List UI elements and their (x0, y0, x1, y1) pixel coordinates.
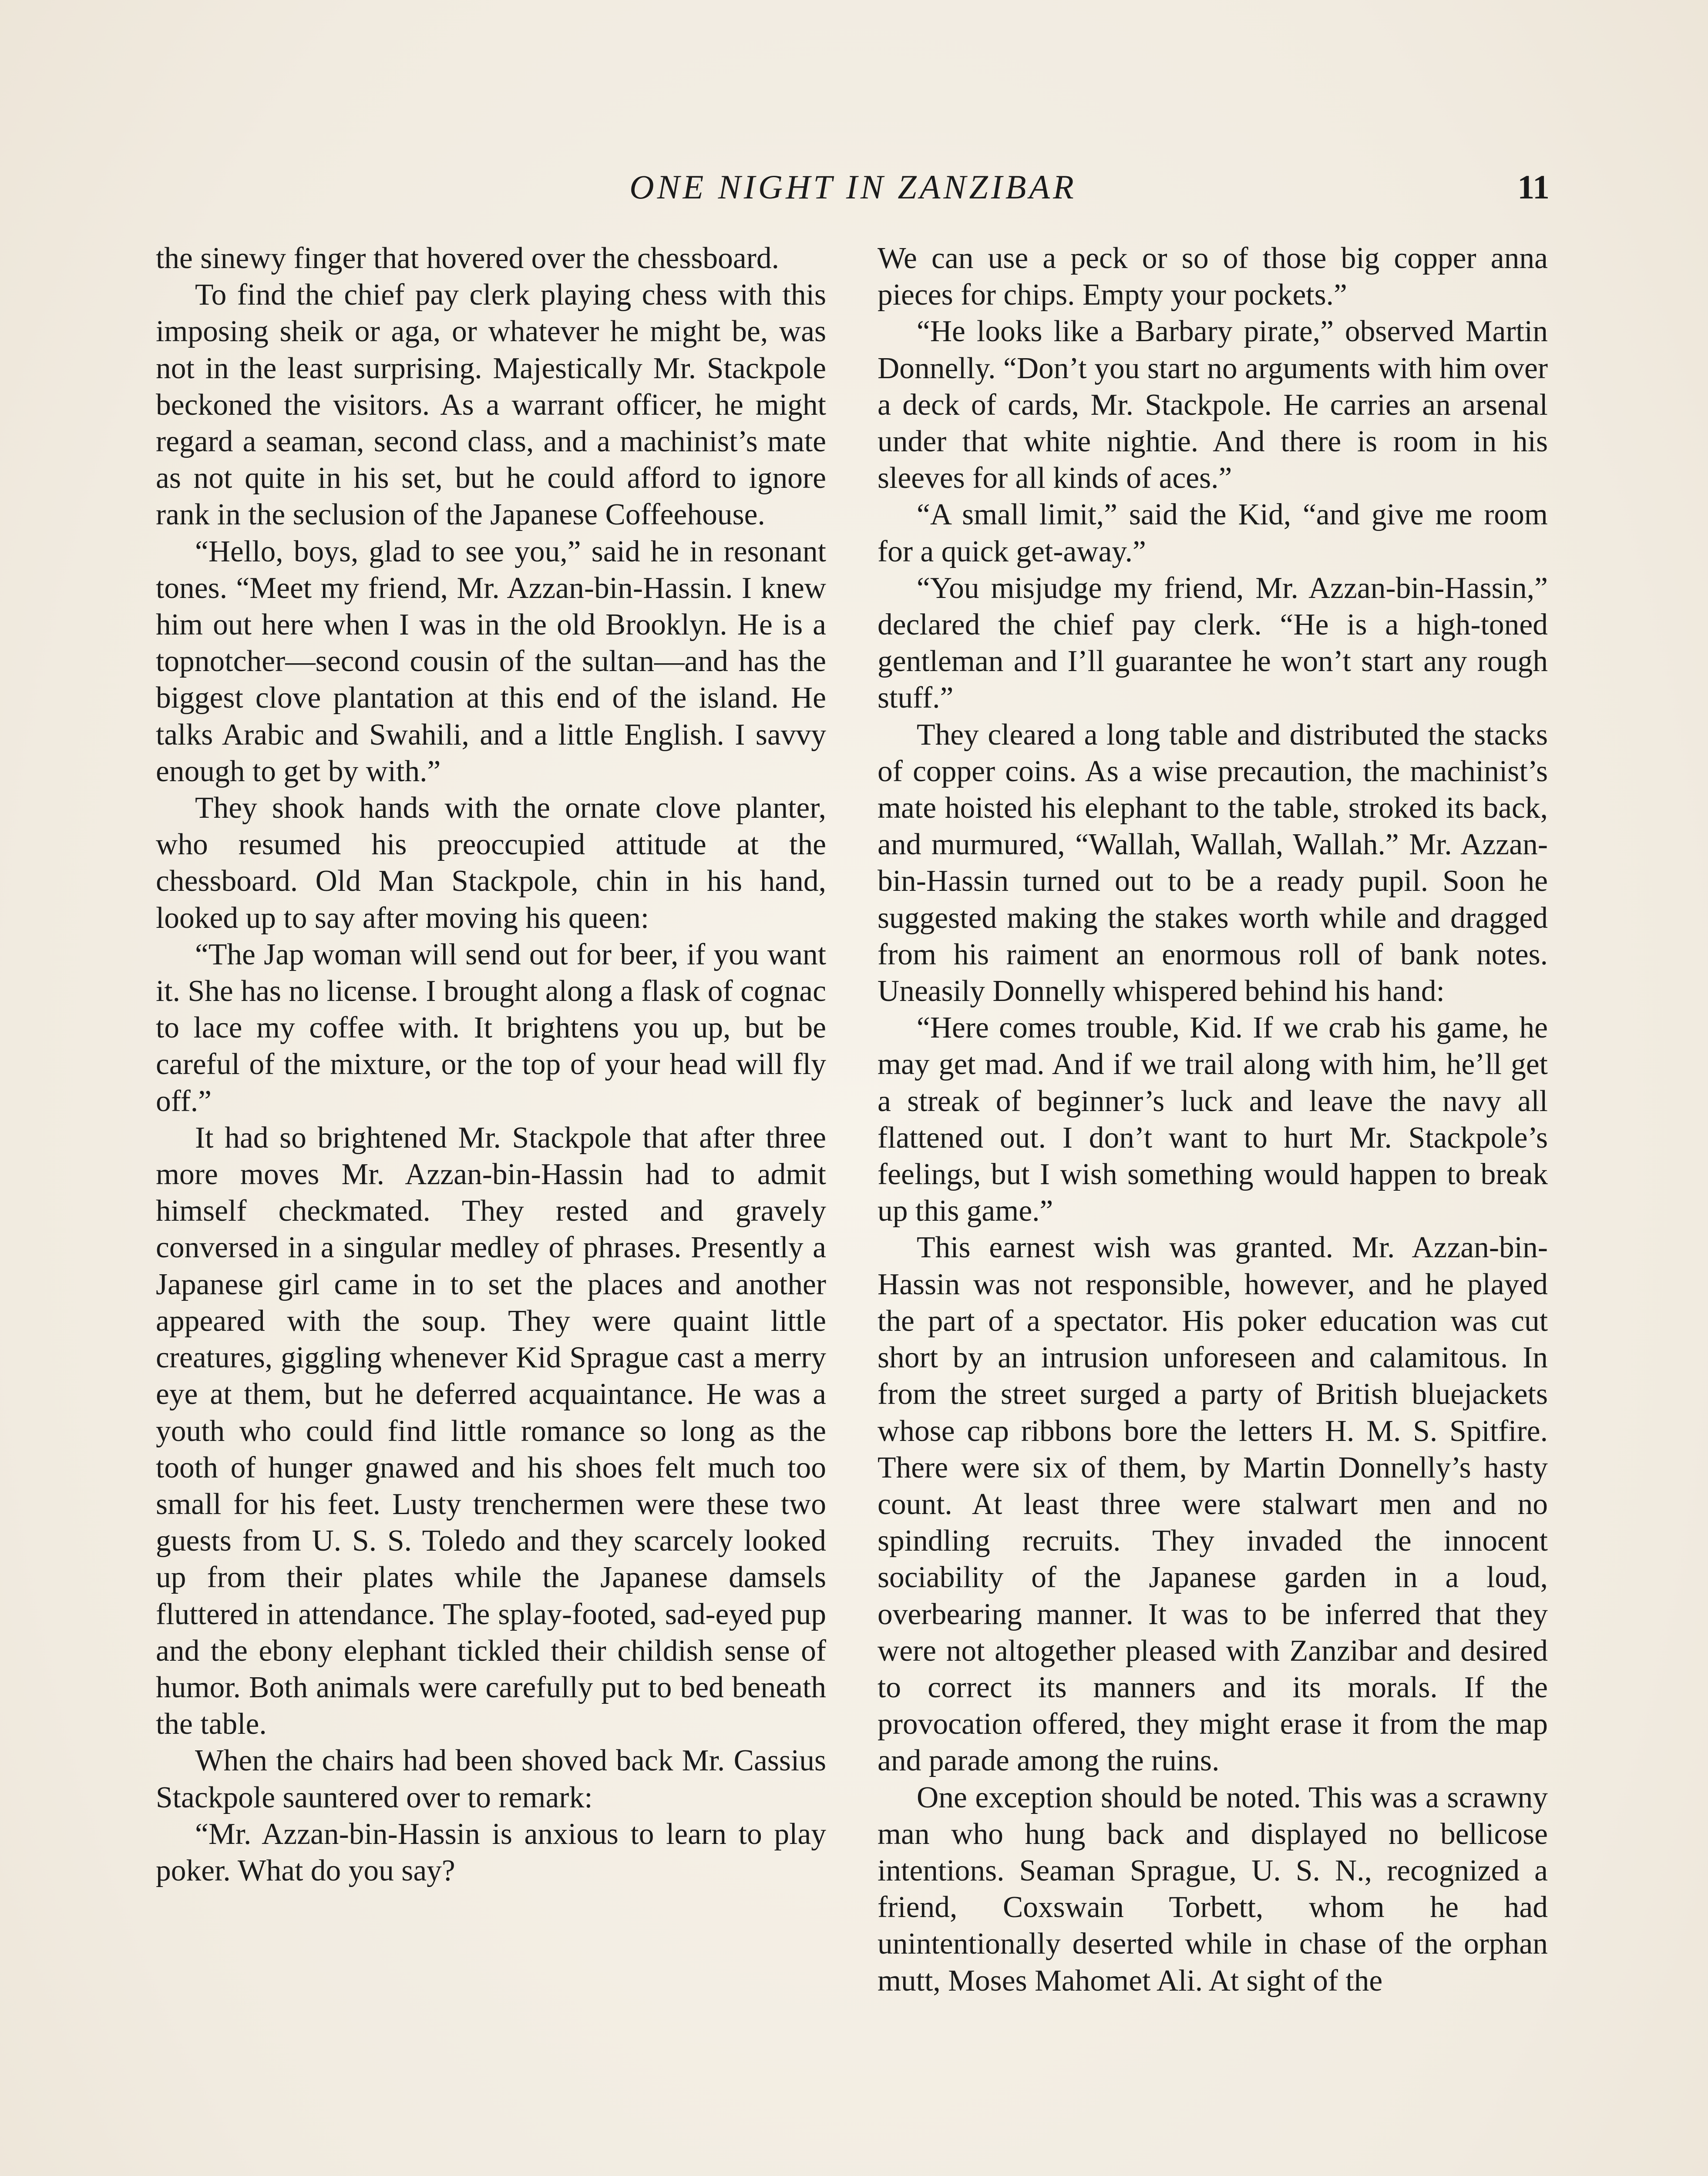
running-title: ONE NIGHT IN ZANZIBAR (629, 168, 1077, 206)
paragraph: “Hello, boys, glad to see you,” said he in resonant tones. “Meet my friend, Mr. Azzan-bin-Hassin. I knew him out here when I was in the old Brooklyn. He is a topnotcher—second cousin of the sultan—and has the biggest clove plantation at this end of the island. He talks Arabic and Swahili, and a little English. I savvy enough to get by with.” (156, 534, 826, 788)
paragraph: “Mr. Azzan-bin-Hassin is anxious to learn to play poker. What do you say? (156, 1817, 826, 1887)
paragraph: It had so brightened Mr. Stackpole that after three more moves Mr. Azzan-bin-Hassin had to admit himself checkmated. They rested and gravely conversed in a singular medley of phrases. Presently a Japanese girl came in to set the places and another appeared with the soup. They were quaint little creatures, giggling whenever Kid Sprague cast a merry eye at them, but he deferred acquaintance. He was a youth who could find little romance so long as the tooth of hunger gnawed and his shoes felt much too small for his feet. Lusty trenchermen were these two guests from U. S. S. Toledo and they scarcely looked up from their plates while the Japanese damsels fluttered in attendance. The splay-footed, sad-eyed pup and the ebony elephant tickled their childish sense of humor. Both animals were carefully put to bed beneath the table. (156, 1121, 826, 1741)
paragraph: They cleared a long table and distributed the stacks of copper coins. As a wise precaution, the machinist’s mate hoisted his elephant to the table, stroked its back, and murmured, “Wallah, Wallah, Wallah.” Mr. Azzan-bin-Hassin turned out to be a ready pupil. Soon he suggested making the stakes worth while and dragged from his raiment an enormous roll of bank notes. Uneasily Donnelly whispered behind his hand: (878, 718, 1548, 1008)
paragraph: One exception should be noted. This was a scrawny man who hung back and displayed no bellicose intentions. Seaman Sprague, U. S. N., recognized a friend, Coxswain Torbett, whom he had unintentionally deserted while in chase of the orphan mutt, Moses Mahomet Ali. At sight of the (878, 1780, 1548, 1998)
paragraph: This earnest wish was granted. Mr. Azzan-bin-Hassin was not responsible, however, and he played the part of a spectator. His poker education was cut short by an intrusion unforeseen and calamitous. In from the street surged a party of British bluejackets whose cap ribbons bore the letters H. M. S. Spitfire. There were six of them, by Martin Donnelly’s hasty count. At least three were stalwart men and no spindling recruits. They invaded the innocent sociability of the Japanese garden in a loud, overbearing manner. It was to be inferred that they were not altogether pleased with Zanzibar and desired to correct its manners and its morals. If the provocation offered, they might erase it from the map and parade among the ruins. (878, 1231, 1548, 1778)
paragraph: “He looks like a Barbary pirate,” observed Martin Donnelly. “Don’t you start no arguments with him over a deck of cards, Mr. Stackpole. He carries an arsenal under that white nightie. And there is room in his sleeves for all kinds of aces.” (878, 315, 1548, 495)
paragraph: “You misjudge my friend, Mr. Azzan-bin-Hassin,” declared the chief pay clerk. “He is a high-toned gentleman and I’ll guarantee he won’t start any rough stuff.” (878, 571, 1548, 715)
left-text-column (156, 240, 826, 2176)
right-text-column (878, 240, 1548, 2176)
page-number: 11 (1517, 168, 1550, 206)
paragraph: “The Jap woman will send out for beer, if you want it. She has no license. I brought along a flask of cognac to lace my coffee with. It brightens you up, but be careful of the mixture, or the top of your head will fly off.” (156, 937, 826, 1118)
paragraph: “A small limit,” said the Kid, “and give me room for a quick get-away.” (878, 498, 1548, 568)
paragraph: To find the chief pay clerk playing chess with this imposing sheik or aga, or whatever he might be, was not in the least surprising. Majestically Mr. Stackpole beckoned the visitors. As a warrant officer, he might regard a seaman, second class, and a machinist’s mate as not quite in his set, but he could afford to ignore rank in the seclusion of the Japanese Coffeehouse. (156, 278, 826, 532)
paragraph: They shook hands with the ornate clove planter, who resumed his preoccupied attitude at the chessboard. Old Man Stackpole, chin in his hand, looked up to say after moving his queen: (156, 791, 826, 935)
paragraph: We can use a peck or so of those big copper anna pieces for chips. Empty your pockets.” (878, 242, 1548, 312)
paragraph: When the chairs had been shoved back Mr. Cassius Stackpole sauntered over to remark: (156, 1744, 826, 1814)
page-header (157, 163, 1550, 211)
paragraph: “Here comes trouble, Kid. If we crab his game, he may get mad. And if we trail along with him, he’ll get a streak of beginner’s luck and leave the navy all flattened out. I don’t want to hurt Mr. Stackpole’s feelings, but I wish something would happen to break up this game.” (878, 1011, 1548, 1228)
paragraph: the sinewy finger that hovered over the chessboard. (156, 242, 779, 275)
